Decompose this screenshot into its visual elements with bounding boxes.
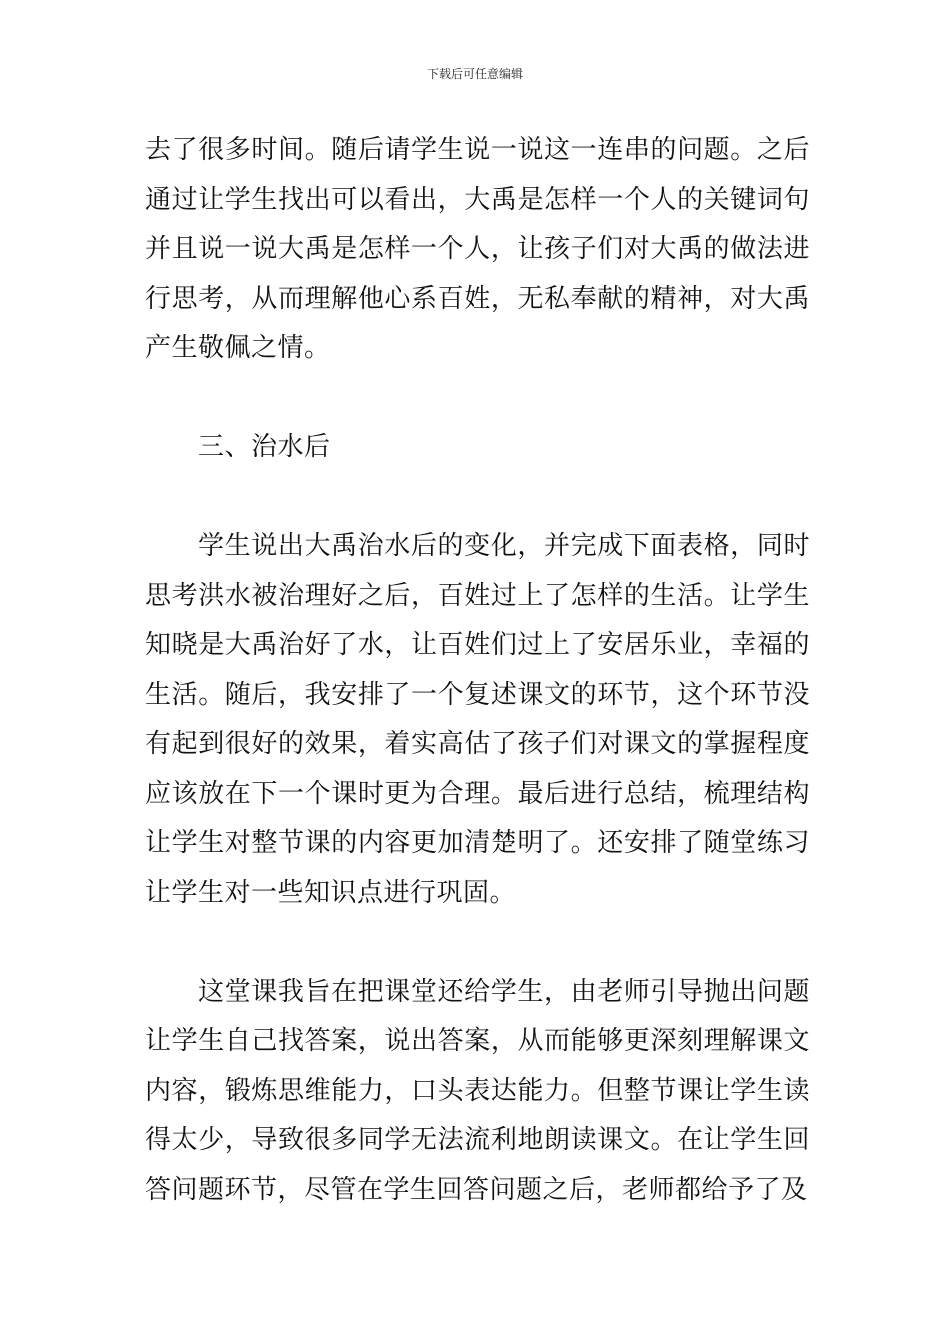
paragraph-gap	[145, 473, 810, 523]
paragraph-gap	[145, 918, 810, 968]
section-heading: 三、治水后	[198, 432, 331, 462]
document-body	[145, 126, 810, 1215]
page-header-note: 下载后可任意编辑	[426, 67, 523, 81]
paragraph-gap	[145, 374, 810, 424]
paragraph-continuation: 去了很多时间。随后请学生说一说这一连串的问题。之后通过让学生找出可以看出，大禹是怎样一个人的关键词句并且说一说大禹是怎样一个人，让孩子们对大禹的做法进行思考，从而理解他心系百姓，无私奉献的精神，对大禹产生敬佩之情。	[145, 135, 810, 363]
paragraph-after-flood: 学生说出大禹治水后的变化，并完成下面表格，同时思考洪水被治理好之后，百姓过上了怎样的生活。让学生知晓是大禹治好了水，让百姓们过上了安居乐业，幸福的生活。随后，我安排了一个复述课文的环节，这个环节没有起到很好的效果，着实高估了孩子们对课文的掌握程度应该放在下一个课时更为合理。最后进行总结，梳理结构让学生对整节课的内容更加清楚明了。还安排了随堂练习让学生对一些知识点进行巩固。	[145, 531, 810, 908]
paragraph-reflection: 这堂课我旨在把课堂还给学生，由老师引导抛出问题让学生自己找答案，说出答案，从而能够更深刻理解课文内容，锻炼思维能力，口头表达能力。但整节课让学生读得太少，导致很多同学无法流利地朗读课文。在让学生回答问题环节，尽管在学生回答问题之后，老师都给予了及	[145, 976, 810, 1205]
